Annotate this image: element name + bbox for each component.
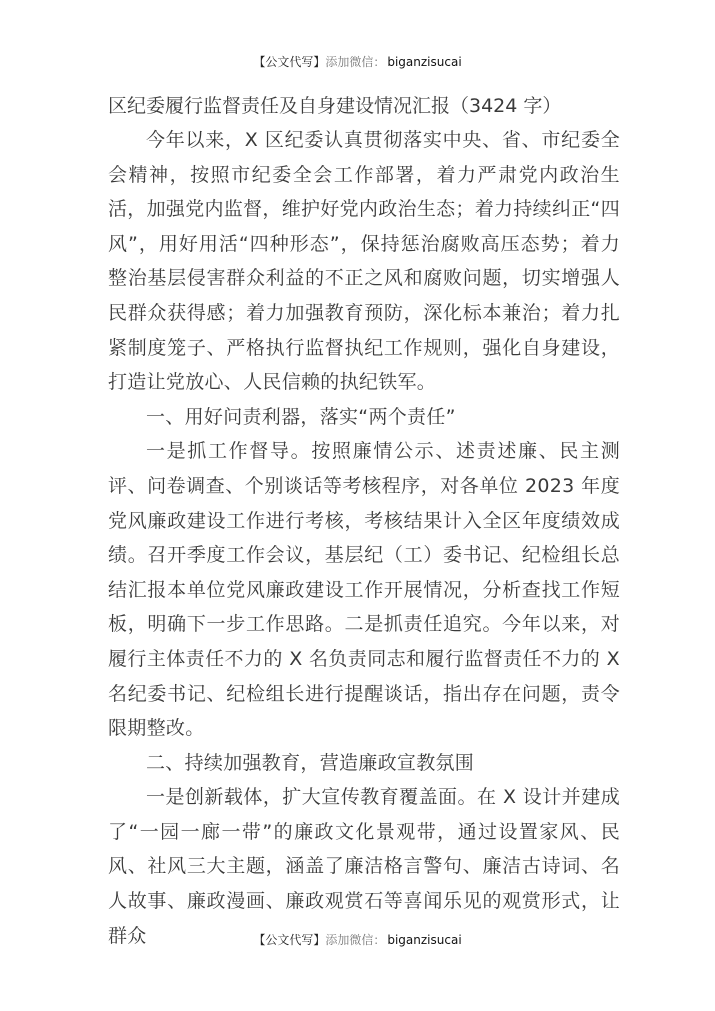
header-wechat-id: biganzisucai	[387, 55, 462, 69]
paragraph-section-1: 一是抓工作督导。按照廉情公示、述责述廉、民主测评、问卷调查、个别谈话等考核程序，对各单位 2023 年度党风廉政建设工作进行考核，考核结果计入全区年度绩效成绩。召开季度工作会议，基层纪（工）委书记、纪检组长总结汇报本单位党风廉政建设工作开展情况，分析查找工作短板，明确下一步工作思路。二是抓责任追究。今年以来，对履行主体责任不力的 X 名负责同志和履行监督责任不力的 X 名纪委书记、纪检组长进行提醒谈话，指出存在问题，责令限期整改。	[108, 440, 620, 740]
section-heading-2: 二、持续加强教育，营造廉政宣教氛围	[146, 751, 475, 774]
document-body	[108, 89, 620, 953]
footer-wechat-id: biganzisucai	[387, 933, 462, 947]
footer-label: 【公文代写】	[253, 933, 326, 947]
section-heading-1: 一、用好问责利器，落实“两个责任”	[146, 405, 456, 428]
header-watermark	[0, 54, 715, 70]
header-label: 【公文代写】	[253, 55, 326, 69]
document-title: 区纪委履行监督责任及自身建设情况汇报（3424 字）	[108, 95, 562, 117]
footer-watermark	[0, 932, 715, 948]
paragraph-section-2: 一是创新载体，扩大宣传教育覆盖面。在 X 设计并建成了“一园一廊一带”的廉政文化景观带，通过设置家风、民风、社风三大主题，涵盖了廉洁格言警句、廉洁古诗词、名人故事、廉政漫画、廉政观赏石等喜闻乐见的观赏形式，让群众	[108, 786, 620, 947]
header-add-text: 添加微信：	[325, 55, 386, 69]
paragraph-intro: 今年以来，X 区纪委认真贯彻落实中央、省、市纪委全会精神，按照市纪委全会工作部署，着力严肃党内政治生活，加强党内监督，维护好党内政治生态；着力持续纠正“四风”，用好用活“四种形态”，保持惩治腐败高压态势；着力整治基层侵害群众利益的不正之风和腐败问题，切实增强人民群众获得感；着力加强教育预防，深化标本兼治；着力扎紧制度笼子、严格执行监督执纪工作规则，强化自身建设，打造让党放心、人民信赖的执纪铁军。	[108, 129, 620, 394]
footer-add-text: 添加微信：	[325, 933, 386, 947]
